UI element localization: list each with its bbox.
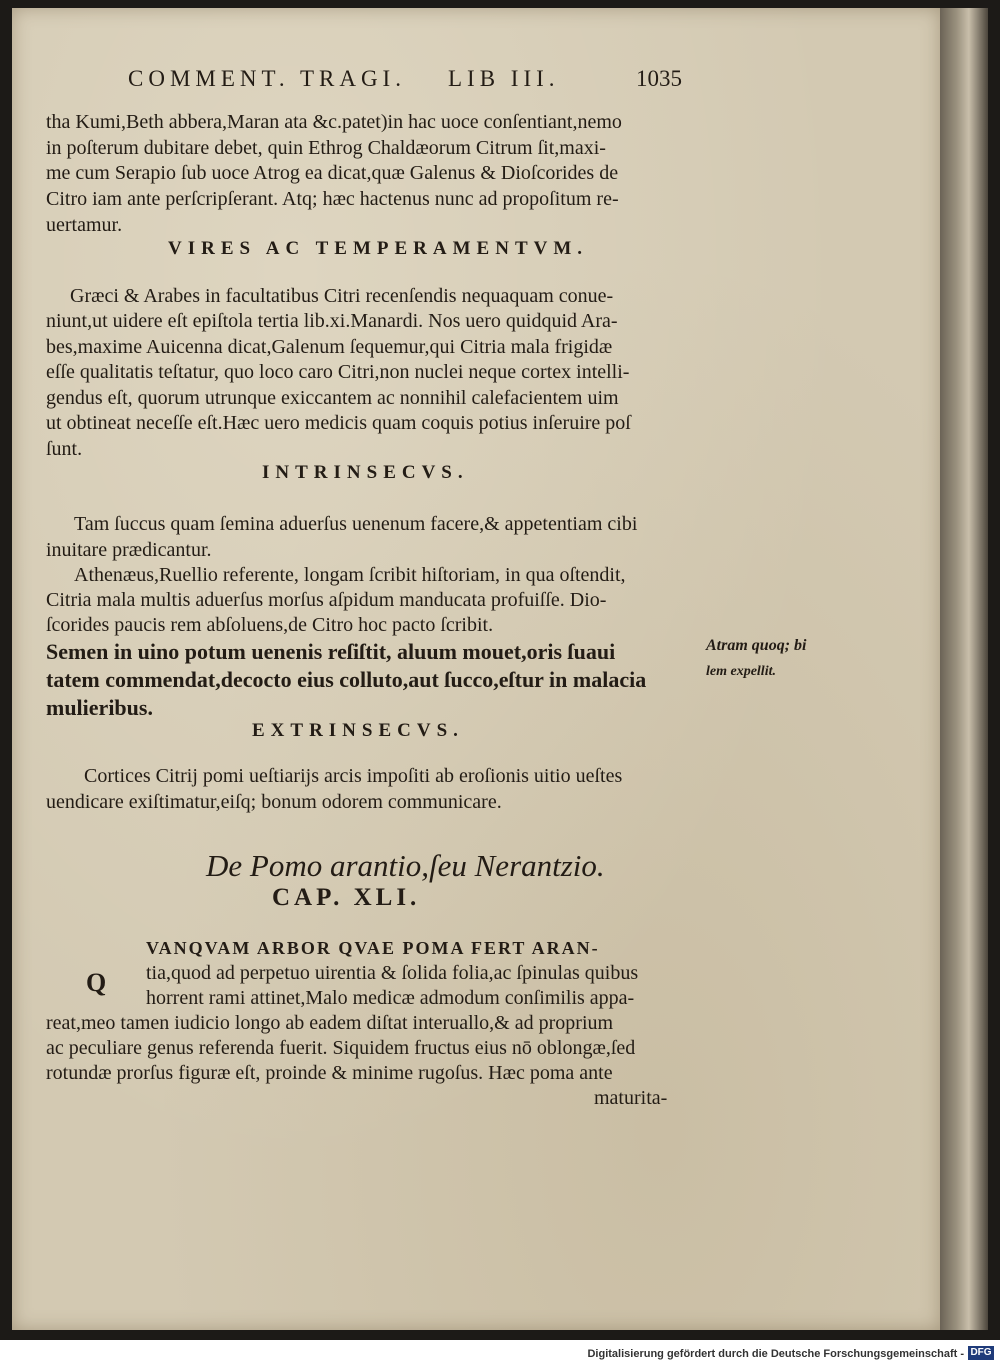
text-line: ſcorides paucis rem abſoluens,de Citro hoc pacto ſcribit. xyxy=(46,614,494,636)
section-heading: EXTRINSECVS. xyxy=(252,720,464,741)
text-line: reat,meo tamen iudicio longo ab eadem diſtat interuallo,& ad proprium xyxy=(46,1012,614,1034)
text-line: mulieribus. xyxy=(46,695,153,720)
digitization-footer xyxy=(0,1340,1000,1368)
text-line: eſſe qualitatis teſtatur, quo loco caro Citri,non nuclei neque cortex intelli- xyxy=(46,361,630,383)
catchword: maturita- xyxy=(594,1087,668,1109)
text-line: Athenæus,Ruellio referente, longam ſcribit hiſtoriam, in qua oſtendit, xyxy=(74,564,626,586)
text-line: in poſterum dubitare debet, quin Ethrog Chaldæorum Citrum ſit,maxi- xyxy=(46,137,606,159)
dfg-logo: DFG xyxy=(968,1346,994,1360)
text-line: tatem commendat,decocto eius colluto,aut ſucco,eſtur in malacia xyxy=(46,667,647,692)
text-line: Citria mala multis aduerſus morſus aſpidum manducata profuiſſe. Dio- xyxy=(46,589,607,611)
text-line: ac peculiare genus referenda fuerit. Siquidem fructus eius nō oblongæ,ſed xyxy=(46,1037,636,1059)
text-line: bes,maxime Auicenna dicat,Galenum ſequemur,qui Citria mala frigidæ xyxy=(46,336,613,358)
text-line: Citro iam ante perſcripſerant. Atq; hæc hactenus nunc ad propoſitum re- xyxy=(46,188,619,210)
chapter-title: De Pomo arantio,ſeu Nerantzio. xyxy=(206,848,605,883)
chapter-first-line: VANQVAM ARBOR QVAE POMA FERT ARAN- xyxy=(146,938,600,958)
margin-note-line: Atram quoq; bi xyxy=(706,637,807,654)
text-line: ut obtineat neceſſe eſt.Hæc uero medicis quam coquis potius inſeruire poſ xyxy=(46,412,631,434)
chapter-number: CAP. XLI. xyxy=(272,884,421,911)
running-header-title: COMMENT. TRAGI. xyxy=(128,66,406,91)
drop-capital: Q xyxy=(86,968,107,997)
text-line: inuitare prædicantur. xyxy=(46,539,212,561)
text-line: horrent rami attinet,Malo medicæ admodum conſimilis appa- xyxy=(146,987,635,1009)
text-line: gendus eſt, quorum utrunque exiccantem ac nonnihil calefacientem uim xyxy=(46,387,619,409)
text-line: rotundæ prorſus figuræ eſt, proinde & minime rugoſus. Hæc poma ante xyxy=(46,1062,613,1084)
text-line: uendicare exiſtimatur,eiſq; bonum odorem communicare. xyxy=(46,791,502,813)
section-heading: VIRES AC TEMPERAMENTVM. xyxy=(168,238,589,259)
running-header-book: LIB III. xyxy=(448,66,560,91)
page-number: 1035 xyxy=(636,66,682,91)
text-line: tha Kumi,Beth abbera,Maran ata &c.patet)in hac uoce conſentiant,nemo xyxy=(46,111,622,133)
section-heading: INTRINSECVS. xyxy=(262,462,469,483)
text-line: niunt,ut uidere eſt epiſtola tertia lib.xi.Manardi. Nos uero quidquid Ara- xyxy=(46,310,618,332)
text-line: Semen in uino potum uenenis reſiſtit, aluum mouet,oris ſuaui xyxy=(46,639,616,664)
text-line: Tam ſuccus quam ſemina aduerſus uenenum facere,& appetentiam cibi xyxy=(74,513,638,535)
text-line: ſunt. xyxy=(46,438,83,460)
text-line: Græci & Arabes in facultatibus Citri recenſendis nequaquam conue- xyxy=(70,285,614,307)
footer-credit: Digitalisierung gefördert durch die Deutsche Forschungsgemeinschaft - xyxy=(587,1348,964,1360)
text-line: uertamur. xyxy=(46,214,123,236)
text-line: tia,quod ad perpetuo uirentia & ſolida folia,ac ſpinulas quibus xyxy=(146,962,639,984)
margin-note-line: lem expellit. xyxy=(706,664,776,679)
text-line: me cum Serapio ſub uoce Atrog ea dicat,quæ Galenus & Dioſcorides de xyxy=(46,162,619,184)
text-line: Cortices Citrij pomi ueſtiarijs arcis impoſiti ab eroſionis uitio ueſtes xyxy=(84,765,623,787)
